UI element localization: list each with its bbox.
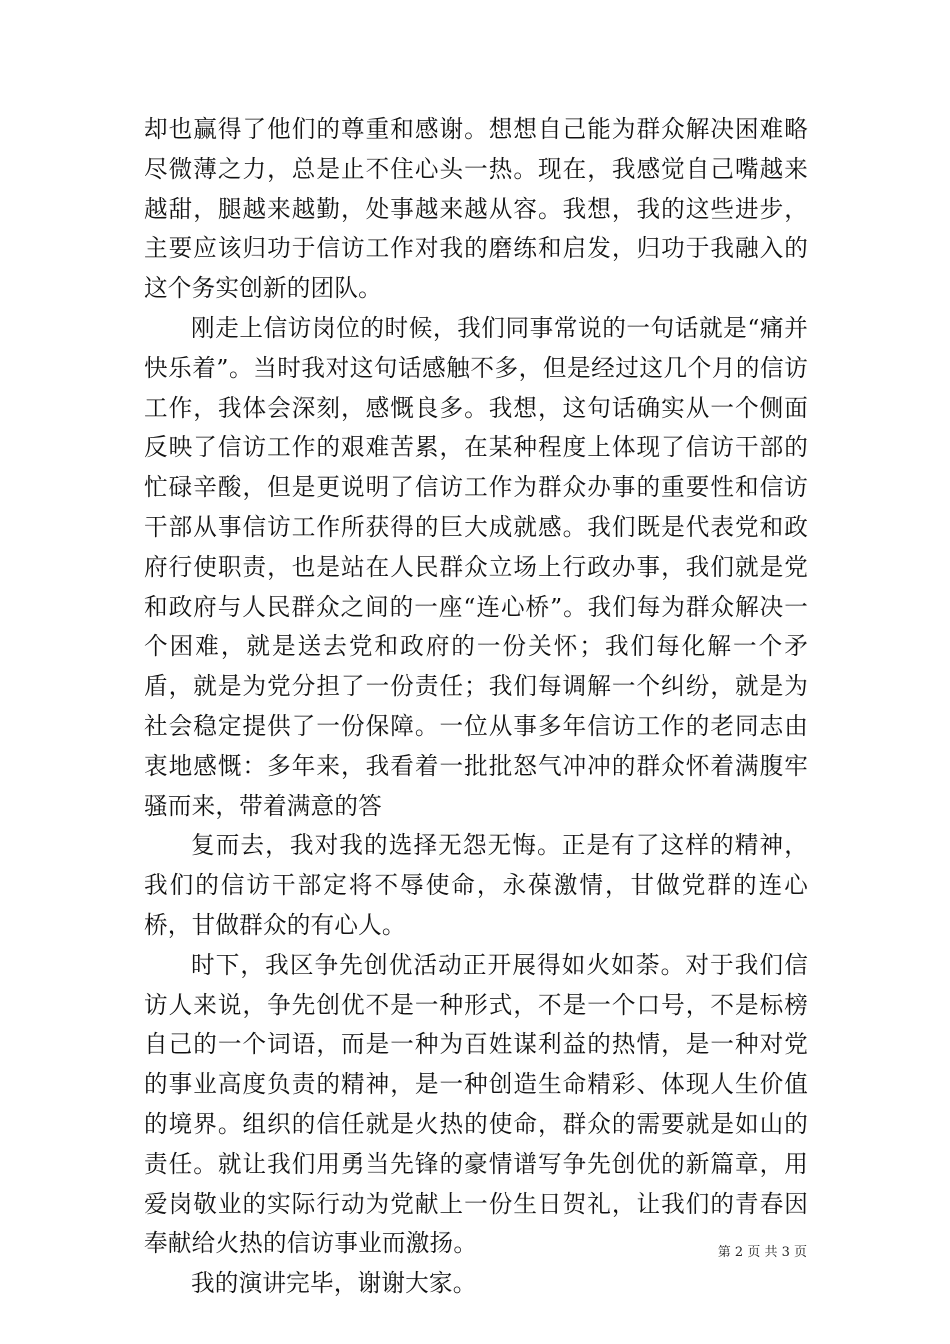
paragraph-4: 时下，我区争先创优活动正开展得如火如荼。对于我们信访人来说，争先创优不是一种形式，不是一个口号，不是标榜自己的一个词语，而是一种为百姓谋利益的热情，是一种对党的事业高度负责的精神，是一种创造生命精彩、体现人生价值的境界。组织的信任就是火热的使命，群众的需要就是如山的责任。就让我们用勇当先锋的豪情谱写争先创优的新篇章，用爱岗敬业的实际行动为党献上一份生日贺礼，让我们的青春因奉献给火热的信访事业而激扬。 bbox=[144, 950, 808, 1258]
document-page bbox=[144, 110, 808, 1304]
paragraph-2: 刚走上信访岗位的时候，我们同事常说的一句话就是“痛并快乐着”。当时我对这句话感触不多，但是经过这几个月的信访工作，我体会深刻，感慨良多。我想，这句话确实从一个侧面反映了信访工作的艰难苦累，在某种程度上体现了信访干部的忙碌辛酸，但是更说明了信访工作为群众办事的重要性和信访干部从事信访工作所获得的巨大成就感。我们既是代表党和政府行使职责，也是站在人民群众立场上行政办事，我们就是党和政府与人民群众之间的一座“连心桥”。我们每为群众解决一个困难，就是送去党和政府的一份关怀；我们每化解一个矛盾，就是为党分担了一份责任；我们每调解一个纠纷，就是为社会稳定提供了一份保障。一位从事多年信访工作的老同志由衷地感慨：多年来，我看着一批批怒气冲冲的群众怀着满腹牢骚而来，带着满意的答 bbox=[144, 313, 808, 820]
paragraph-1: 却也赢得了他们的尊重和感谢。想想自己能为群众解决困难略尽微薄之力，总是止不住心头一热。现在，我感觉自己嘴越来越甜，腿越来越勤，处事越来越从容。我想，我的这些进步，主要应该归功于信访工作对我的磨练和启发，归功于我融入的这个务实创新的团队。 bbox=[144, 115, 808, 303]
paragraph-3: 复而去，我对我的选择无怨无悔。正是有了这样的精神，我们的信访干部定将不辱使命，永葆激情，甘做党群的连心桥，甘做群众的有心人。 bbox=[144, 831, 808, 939]
paragraph-5: 我的演讲完毕，谢谢大家。 bbox=[191, 1269, 477, 1298]
page-number-footer: 第 2 页 共 3 页 bbox=[717, 1245, 807, 1260]
